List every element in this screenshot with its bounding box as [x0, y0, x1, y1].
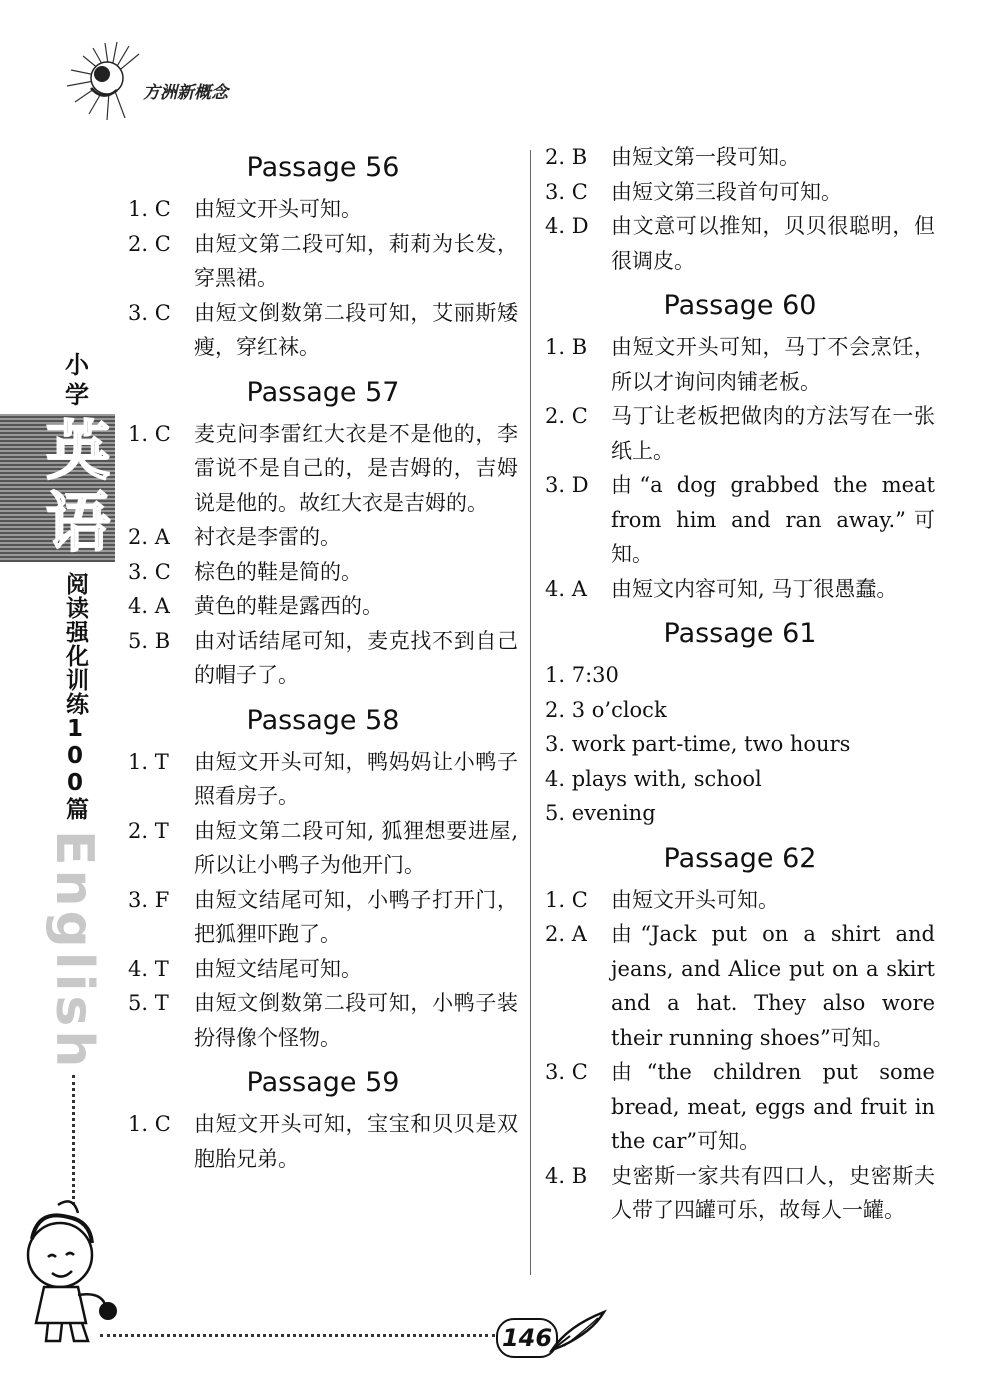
answer-number: 2. B: [545, 145, 588, 169]
answer-explanation: 由短文内容可知, 马丁很愚蠢。: [611, 576, 898, 601]
answer-number: 2. C: [545, 404, 588, 428]
answer-explanation: 由短文第二段可知，莉莉为长发，穿黑裙。: [194, 231, 518, 290]
answer-explanation: 由对话结尾可知，麦克找不到自己的帽子了。: [194, 628, 518, 687]
answer-line: 3. work part-time, two hours: [545, 732, 851, 756]
passage-62: [545, 835, 935, 1228]
passage-title: Passage 59: [246, 1067, 400, 1098]
spine: [0, 340, 118, 1080]
page-number: 146: [496, 1318, 558, 1358]
spine-subject-title: 英语: [46, 415, 110, 561]
answer-number: 4. D: [545, 214, 589, 238]
answer-number: 3. C: [545, 179, 588, 204]
answer-item: [128, 745, 518, 814]
answer-number: 4. B: [545, 1163, 588, 1188]
answer-explanation: 由短文第一段可知。: [611, 145, 800, 169]
left-column: [128, 140, 518, 1176]
quill-pen-icon: [548, 1306, 608, 1356]
column-divider: [530, 150, 531, 1275]
answer-number: 2. T: [128, 818, 169, 843]
answer-explanation: 马丁让老板把做肉的方法写在一张纸上。: [611, 404, 935, 463]
answer-explanation: 由“Jack put on a shirt and jeans, and Alice put on a skirt and a hat. They also wore their running shoes”可知。: [611, 922, 935, 1050]
answer-number: 4. T: [128, 956, 169, 981]
answer-explanation: 由短文结尾可知，小鸭子打开门，把狐狸吓跑了。: [194, 887, 518, 946]
answer-item: [545, 468, 935, 572]
answer-number: 4. A: [545, 576, 587, 601]
passage-title: Passage 56: [246, 152, 400, 183]
passage-61: [545, 610, 935, 831]
answer-item: [128, 296, 518, 365]
answer-item: [128, 1107, 518, 1176]
passage-title: Passage 60: [663, 290, 817, 321]
passage-59-continued: [545, 140, 935, 278]
answer-explanation: 由短文倒数第二段可知，艾丽斯矮瘦，穿红袜。: [194, 300, 518, 359]
cartoon-boy-mascot-icon: [18, 1195, 128, 1345]
answer-explanation: 衬衣是李雷的。: [194, 525, 341, 549]
answer-number: 3. C: [128, 559, 171, 584]
answer-number: 1. C: [128, 421, 171, 446]
answer-item: [128, 555, 518, 590]
answer-item: [128, 589, 518, 624]
answer-line: 5. evening: [545, 801, 656, 825]
answer-explanation: 由文意可以推知，贝贝很聪明，但很调皮。: [611, 214, 935, 273]
answer-number: 3. F: [128, 887, 170, 912]
answer-item: [545, 883, 935, 918]
answer-explanation: 史密斯一家共有四口人，史密斯夫人带了四罐可乐，故每人一罐。: [611, 1163, 935, 1222]
answer-explanation: 黄色的鞋是露西的。: [194, 594, 383, 618]
answer-item: [128, 227, 518, 296]
answer-item: [545, 140, 935, 175]
answer-number: 5. T: [128, 991, 169, 1015]
answer-explanation: 由短文开头可知，鸭妈妈让小鸭子照看房子。: [194, 749, 518, 808]
answer-item: [545, 1055, 935, 1159]
publisher-logo: [55, 38, 228, 123]
answer-explanation: 由短文开头可知，宝宝和贝贝是双胞胎兄弟。: [194, 1112, 518, 1171]
spine-english-word: English: [44, 830, 104, 1072]
passage-58: [128, 697, 518, 1056]
answer-number: 2. A: [128, 525, 170, 549]
footer-dotted-line: [100, 1334, 495, 1337]
passage-title: Passage 61: [663, 618, 817, 649]
passage-56: [128, 144, 518, 365]
answer-number: 1. C: [128, 1112, 171, 1136]
answer-explanation: 由“a dog grabbed the meat from him and ran away.”可知。: [611, 473, 935, 566]
answer-item: [128, 986, 518, 1055]
answer-explanation: 由短文倒数第二段可知，小鸭子装扮得像个怪物。: [194, 991, 518, 1050]
answer-number: 5. B: [128, 628, 171, 653]
answer-number: 3. C: [545, 1060, 588, 1084]
answer-item: [545, 330, 935, 399]
answer-explanation: 棕色的鞋是简的。: [194, 559, 362, 584]
answer-number: 1. B: [545, 335, 588, 359]
spine-dotted-line: [72, 1075, 75, 1205]
answer-explanation: 由短文第二段可知, 狐狸想要进屋, 所以让小鸭子为他开门。: [194, 818, 518, 877]
answer-item: [128, 417, 518, 521]
answer-number: 2. A: [545, 922, 587, 946]
answer-item: [128, 814, 518, 883]
answer-item: [128, 624, 518, 693]
answer-item: [545, 209, 935, 278]
answer-item: [128, 883, 518, 952]
answer-explanation: 由“the children put some bread, meat, eggs and fruit in the car”可知。: [611, 1060, 935, 1153]
answer-line: 4. plays with, school: [545, 766, 762, 791]
answer-number: 1. T: [128, 749, 169, 774]
answer-item: [545, 175, 935, 210]
answer-number: 1. C: [128, 197, 171, 221]
answer-item: [128, 520, 518, 555]
passage-59: [128, 1059, 518, 1176]
passage-title: Passage 58: [246, 704, 400, 736]
passage-title: Passage 62: [663, 842, 817, 874]
answer-number: 3. C: [128, 300, 171, 325]
logo-text: 方洲新概念: [143, 83, 228, 103]
spine-level-label: 小学: [65, 351, 89, 409]
passage-title: Passage 57: [246, 376, 400, 408]
right-column: [545, 140, 935, 1228]
passage-60: [545, 282, 935, 606]
answer-number: 1. C: [545, 887, 588, 912]
answer-line: 1. 7:30: [545, 663, 619, 687]
answer-item: [545, 399, 935, 468]
answer-item: [545, 1159, 935, 1228]
answer-item: [128, 952, 518, 987]
answer-number: 2. C: [128, 231, 171, 256]
answer-number: 3. D: [545, 473, 589, 497]
answer-explanation: 由短文第三段首句可知。: [611, 179, 842, 204]
passage-57: [128, 369, 518, 693]
answer-explanation: 麦克问李雷红大衣是不是他的，李雷说不是自己的，是吉姆的，吉姆说是他的。故红大衣是吉姆的。: [194, 421, 518, 515]
spine-book-title: 阅读强化训练100篇: [62, 572, 88, 821]
answer-explanation: 由短文开头可知，马丁不会烹饪，所以才询问肉铺老板。: [611, 335, 935, 394]
answer-explanation: 由短文开头可知。: [194, 197, 362, 221]
answer-explanation: 由短文结尾可知。: [194, 956, 362, 981]
answer-item: [128, 192, 518, 227]
answer-number: 4. A: [128, 594, 170, 618]
answer-item: [545, 917, 935, 1055]
answer-line: 2. 3 o’clock: [545, 697, 667, 722]
answer-item: [545, 572, 935, 607]
answer-explanation: 由短文开头可知。: [611, 887, 779, 912]
